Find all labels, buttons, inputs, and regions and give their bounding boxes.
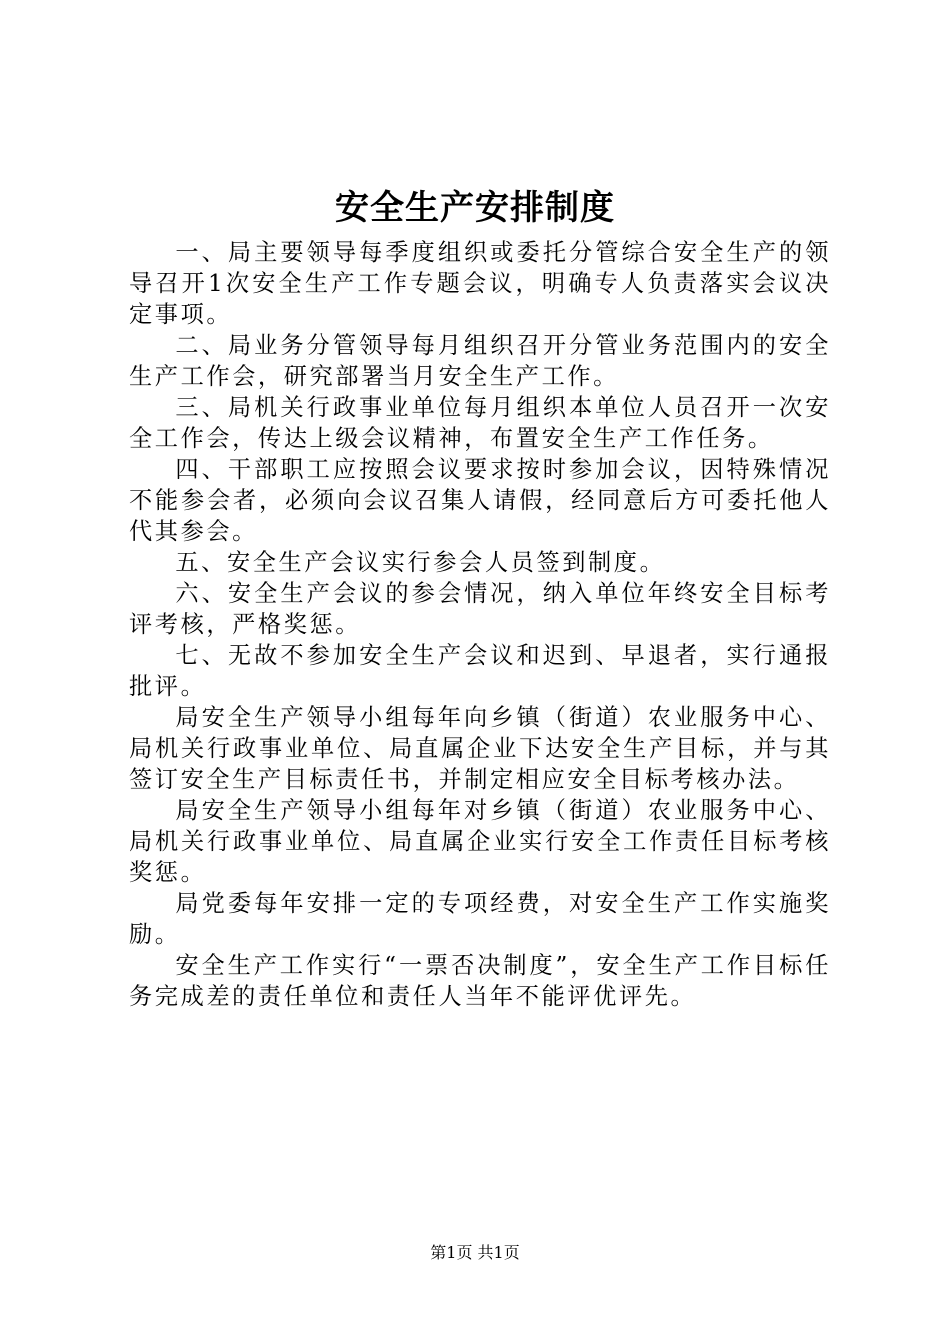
paragraph-11: 安全生产工作实行“一票否决制度”，安全生产工作目标任务完成差的责任单位和责任人当年不能评优评先。	[129, 952, 831, 1010]
paragraph-9: 局安全生产领导小组每年对乡镇（街道）农业服务中心、局机关行政事业单位、局直属企业实行安全工作责任目标考核奖惩。	[129, 797, 831, 886]
paragraph-1: 一、局主要领导每季度组织或委托分管综合安全生产的领导召开1次安全生产工作专题会议，明确专人负责落实会议决定事项。	[129, 239, 831, 328]
document-title: 安全生产安排制度	[335, 188, 615, 228]
paragraph-10: 局党委每年安排一定的专项经费，对安全生产工作实施奖励。	[129, 890, 831, 948]
document-body	[129, 237, 831, 1012]
paragraph-6: 六、安全生产会议的参会情况，纳入单位年终安全目标考评考核，严格奖惩。	[129, 580, 831, 638]
paragraph-5: 五、安全生产会议实行参会人员签到制度。	[175, 549, 666, 576]
paragraph-3: 三、局机关行政事业单位每月组织本单位人员召开一次安全工作会，传达上级会议精神，布置安全生产工作任务。	[129, 394, 831, 452]
paragraph-2: 二、局业务分管领导每月组织召开分管业务范围内的安全生产工作会，研究部署当月安全生产工作。	[129, 332, 831, 390]
paragraph-8: 局安全生产领导小组每年向乡镇（街道）农业服务中心、局机关行政事业单位、局直属企业下达安全生产目标，并与其签订安全生产目标责任书，并制定相应安全目标考核办法。	[129, 704, 831, 793]
page-footer: 第1页 共1页	[430, 1243, 520, 1262]
paragraph-7: 七、无故不参加安全生产会议和迟到、早退者，实行通报批评。	[129, 642, 831, 700]
paragraph-4: 四、干部职工应按照会议要求按时参加会议，因特殊情况不能参会者，必须向会议召集人请假，经同意后方可委托他人代其参会。	[129, 456, 831, 545]
